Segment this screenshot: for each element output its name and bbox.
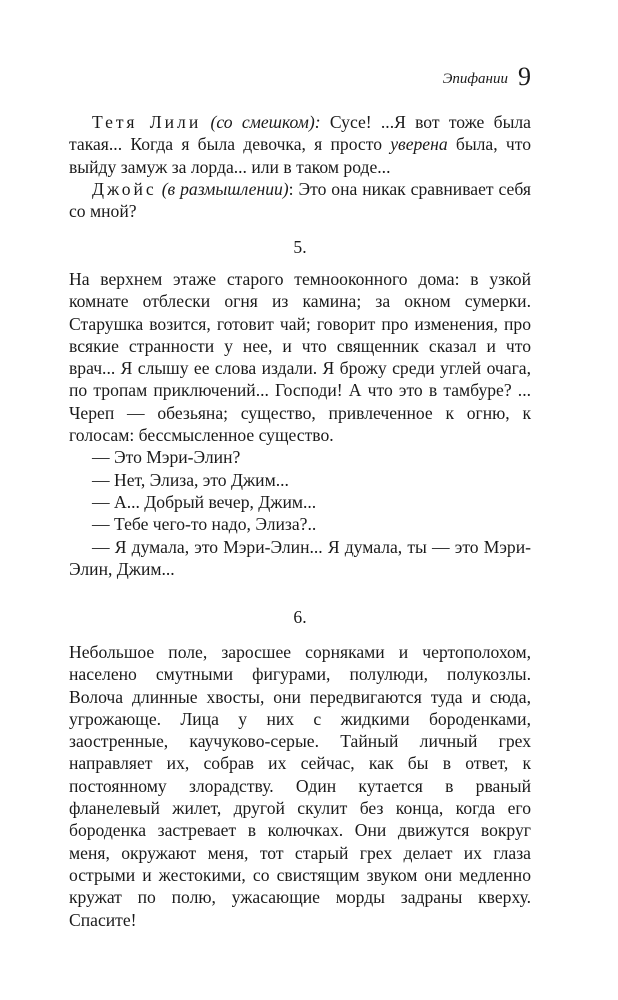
dialogue-line: — А... Добрый вечер, Джим... bbox=[92, 491, 317, 512]
section-number: 5. bbox=[293, 237, 307, 257]
dialogue-text: Сусе! ...Я вот тоже была такая... Когда я была девочка, я просто bbox=[69, 112, 531, 155]
dialogue-line: — Это Мэри-Элин? bbox=[92, 447, 241, 468]
paragraph: На верхнем этаже старого темнооконного дома: в узкой комнате отблески огня из камина; за окном сумерки. Старушка возится, готовит чай; говорит про изменения, про всякие странности у нее, и что священник сказал и что врач... Я слышу ее слова издали. Я брожу среди углей очага, по тропам приключений... Господи! А что это в тамбуре? ... Череп — обезьяна; существо, привлеченное к огню, к голосам: бессмысленное существо. bbox=[69, 269, 531, 446]
emphasis-text: уверена bbox=[390, 134, 448, 155]
dialogue-line: — Тебе чего-то надо, Элиза?.. bbox=[92, 514, 317, 535]
dialogue-text: была, что выйду замуж за лорда... или в таком роде... bbox=[69, 134, 531, 177]
stage-direction: (в размышлении) bbox=[161, 178, 289, 199]
section-number: 6. bbox=[293, 607, 307, 627]
section-6-text bbox=[69, 641, 531, 931]
dialogue-line: — Я думала, это Мэри-Элин... Я думала, ты — это Мэри-Элин, Джим... bbox=[69, 536, 531, 579]
stage-direction: (со смешком): bbox=[210, 112, 321, 132]
speaker-name: Тетя Лили bbox=[92, 112, 202, 132]
paragraph: Небольшое поле, заросшее сорняками и чертополохом, населено смутными фигурами, полулюди, полукозлы. Волоча длинные хвосты, они передвигаются туда и сюда, угрожающе. Лица у них с жидкими бороденками, заостренные, каучуково-серые. Тайный личный грех направляет их, собрав их сейчас, как бы в ответ, к постоянному злорадству. Один кутается в рваный фланелевый жилет, другой скулит без конца, когда его бороденка застревает в колючках. Они движутся вокруг меня, окружают меня, тот старый грех делает их глаза острыми и жестокими, со свистящим звуком они медленно кружат по полю, ужасающие морды задраны кверху. Спасите! bbox=[69, 642, 531, 930]
dialogue-line bbox=[69, 178, 531, 223]
dialogue-text: : Это она никак сравнивает себя со мной? bbox=[69, 178, 531, 222]
dialogue-line bbox=[69, 111, 531, 178]
page-header bbox=[0, 62, 531, 94]
running-title: Эпифании bbox=[442, 71, 508, 87]
speaker-name: Джойс bbox=[92, 178, 157, 199]
dialogue-line: — Нет, Элиза, это Джим... bbox=[92, 469, 289, 490]
dialogue-block bbox=[69, 111, 531, 222]
section-5-text bbox=[69, 268, 531, 580]
page-number: 9 bbox=[518, 62, 531, 91]
